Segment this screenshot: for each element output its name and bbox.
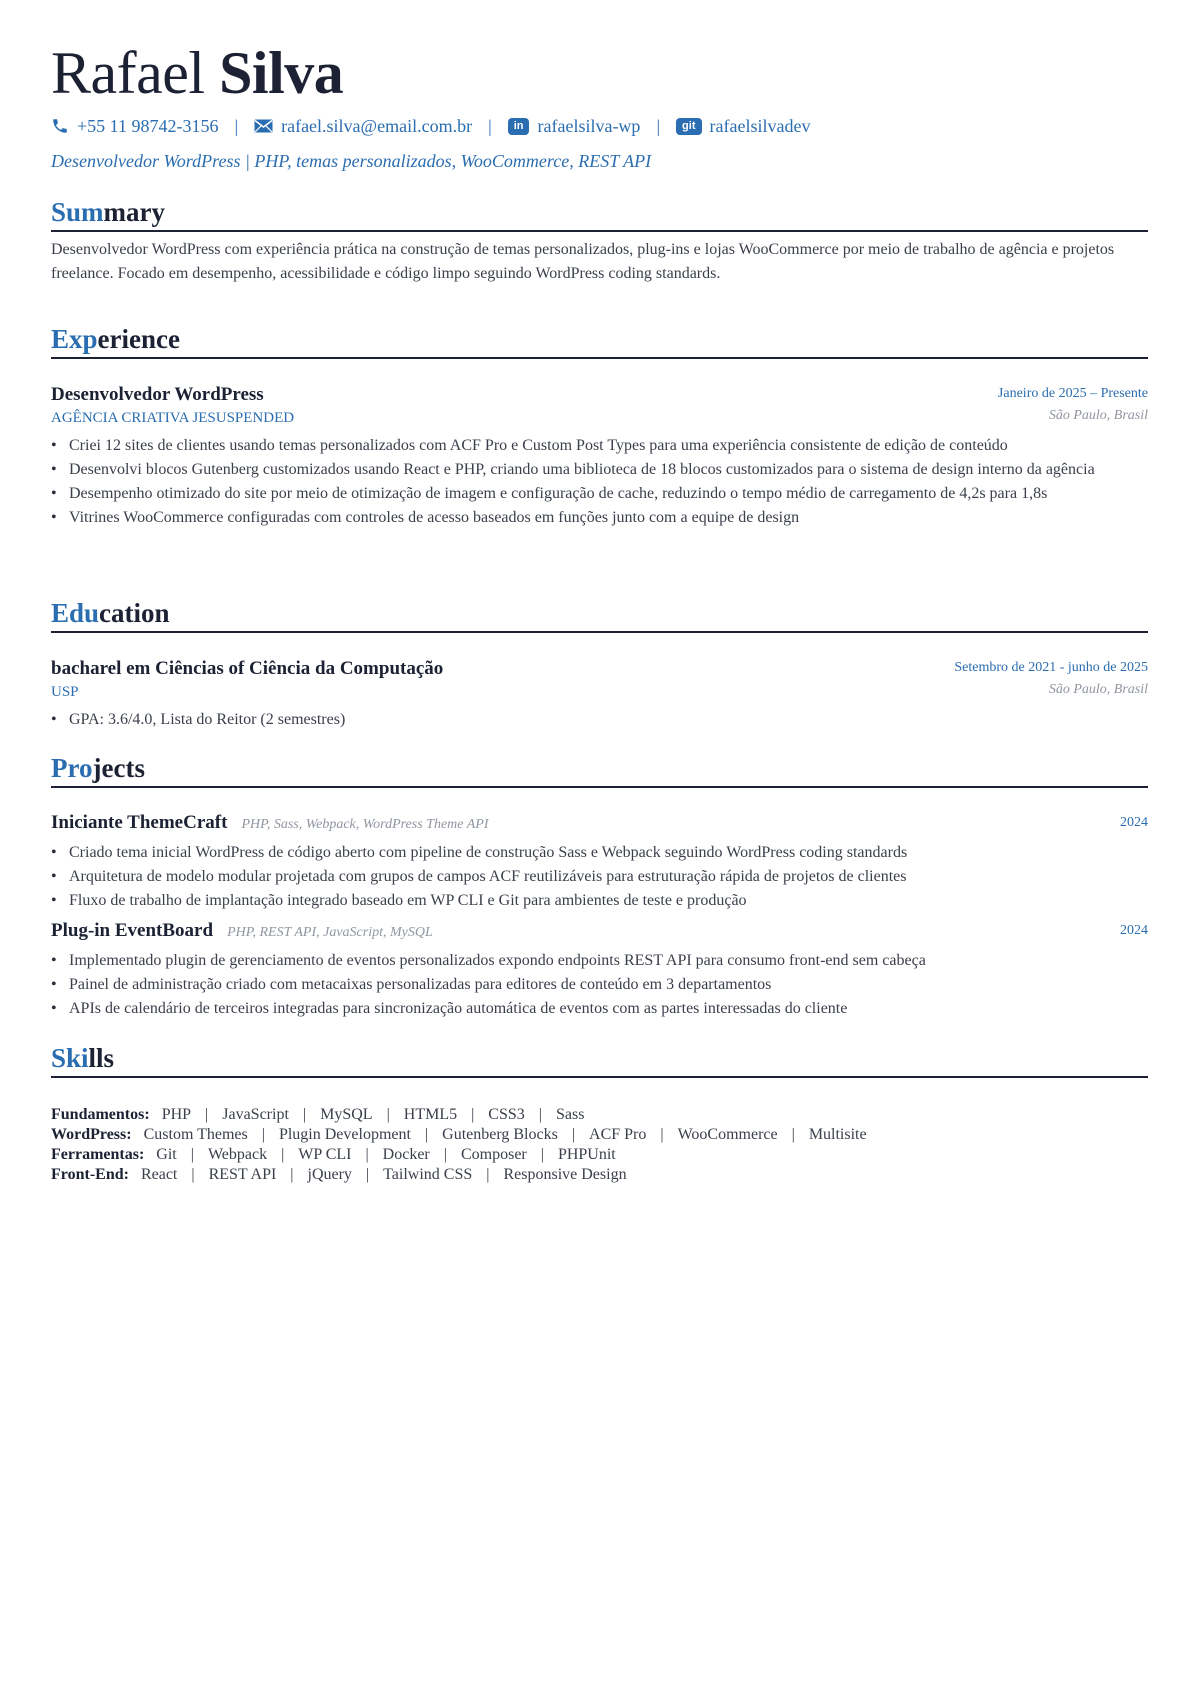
git-icon: git xyxy=(676,118,701,135)
list-item: • Fluxo de trabalho de implantação integrado baseado em WP CLI e Git para ambientes de teste e produção xyxy=(51,889,1148,913)
job-bullets xyxy=(51,434,1148,530)
skill-category-label: WordPress: xyxy=(51,1126,132,1143)
skill-row xyxy=(51,1165,1148,1185)
skill-item: Composer xyxy=(460,1146,527,1163)
list-item: • Criei 12 sites de clientes usando temas personalizados com ACF Pro e Custom Post Types para uma experiência consistente de edição de conteúdo xyxy=(51,434,1148,458)
separator: | xyxy=(190,1146,194,1163)
linkedin-icon: in xyxy=(508,118,530,135)
phone-icon xyxy=(51,117,69,135)
skill-item: Sass xyxy=(555,1106,585,1123)
skill-item: REST API xyxy=(208,1166,277,1183)
project-tech: PHP, REST API, JavaScript, MySQL xyxy=(227,925,433,940)
tagline: Desenvolvedor WordPress | PHP, temas personalizados, WooCommerce, REST API xyxy=(51,151,652,171)
education-date: Setembro de 2021 - junho de 2025 xyxy=(954,660,1148,675)
section-title-summary: Summary xyxy=(51,196,1148,232)
first-name: Rafael xyxy=(51,40,205,106)
email-link[interactable]: rafael.silva@email.com.br xyxy=(281,115,473,136)
project-name: Iniciante ThemeCraft xyxy=(51,812,228,833)
education-bullets xyxy=(51,708,1148,732)
list-item: • Vitrines WooCommerce configuradas com controles de acesso baseados em funções junto com a equipe de design xyxy=(51,506,1148,530)
skill-item: WP CLI xyxy=(298,1146,352,1163)
skill-item: Tailwind CSS xyxy=(383,1166,473,1183)
linkedin-link[interactable]: rafaelsilva-wp xyxy=(537,115,641,136)
skill-category-label: Fundamentos: xyxy=(51,1106,150,1123)
skill-item: PHPUnit xyxy=(557,1146,616,1163)
skill-item: JavaScript xyxy=(222,1106,289,1123)
job-title: Desenvolvedor WordPress xyxy=(51,384,264,405)
github-link[interactable]: rafaelsilvadev xyxy=(709,115,811,136)
separator: | xyxy=(261,1126,265,1143)
separator: | xyxy=(540,1146,544,1163)
separator: | xyxy=(290,1166,294,1183)
skill-item: MySQL xyxy=(320,1106,373,1123)
project-year: 2024 xyxy=(1120,815,1148,830)
skill-item: Git xyxy=(156,1146,177,1163)
separator: | xyxy=(302,1106,307,1123)
job-org: AGÊNCIA CRIATIVA JESUSPENDED xyxy=(51,410,295,426)
skill-category-label: Front-End: xyxy=(51,1166,129,1183)
skill-item: PHP xyxy=(161,1106,192,1123)
skill-item: React xyxy=(140,1166,178,1183)
skill-item: ACF Pro xyxy=(589,1126,647,1143)
list-item: • APIs de calendário de terceiros integradas para sincronização automática de eventos com as partes interessadas do cliente xyxy=(51,997,1148,1021)
list-item: • Desempenho otimizado do site por meio de otimização de imagem e configuração de cache, reduzindo o tempo médio de carregamento de 4,2s para 1,8s xyxy=(51,482,1148,506)
skill-item: CSS3 xyxy=(488,1106,525,1123)
skill-item: Custom Themes xyxy=(143,1126,248,1143)
project-title xyxy=(51,812,489,834)
section-title-skills: Skills xyxy=(51,1042,1148,1078)
email-icon xyxy=(254,119,273,133)
skill-item: Responsive Design xyxy=(503,1166,627,1183)
degree-title: bacharel em Ciências of Ciência da Computação xyxy=(51,658,444,679)
separator: | xyxy=(471,1106,475,1123)
job-location: São Paulo, Brasil xyxy=(1048,408,1148,423)
skill-item: HTML5 xyxy=(403,1106,458,1123)
school-name: USP xyxy=(51,684,79,700)
project-bullets xyxy=(51,841,1148,913)
separator: | xyxy=(191,1166,195,1183)
separator: | xyxy=(656,115,661,136)
separator: | xyxy=(488,115,492,136)
education-location: São Paulo, Brasil xyxy=(1048,682,1148,697)
skill-item: Docker xyxy=(382,1146,430,1163)
section-title-education: Education xyxy=(51,597,1148,633)
separator: | xyxy=(424,1126,429,1143)
skill-item: Gutenberg Blocks xyxy=(442,1126,558,1143)
section-title-projects: Projects xyxy=(51,752,1148,788)
separator: | xyxy=(486,1166,490,1183)
skill-item: Webpack xyxy=(207,1146,268,1163)
project-tech: PHP, Sass, Webpack, WordPress Theme API xyxy=(241,817,489,832)
skill-row xyxy=(51,1145,1148,1165)
list-item: • Arquitetura de modelo modular projetada com grupos de campos ACF reutilizáveis para estruturação rápida de projetos de clientes xyxy=(51,865,1148,889)
skill-item: Plugin Development xyxy=(278,1126,411,1143)
list-item: • Painel de administração criado com metacaixas personalizadas para editores de conteúdo em 3 departamentos xyxy=(51,973,1148,997)
list-item: • Implementado plugin de gerenciamento de eventos personalizados expondo endpoints REST API para consumo front-end sem cabeça xyxy=(51,949,1148,973)
list-item: • GPA: 3.6/4.0, Lista do Reitor (2 semestres) xyxy=(51,708,1148,732)
project-name: Plug-in EventBoard xyxy=(51,920,214,941)
project-bullets xyxy=(51,949,1148,1021)
separator: | xyxy=(365,1166,370,1183)
project-title xyxy=(51,920,433,942)
separator: | xyxy=(386,1106,390,1123)
list-item: • Criado tema inicial WordPress de código aberto com pipeline de construção Sass e Webpack seguindo WordPress coding standards xyxy=(51,841,1148,865)
separator: | xyxy=(443,1146,447,1163)
skills-list xyxy=(51,1105,1148,1185)
skill-item: Multisite xyxy=(808,1126,867,1143)
summary-text: Desenvolvedor WordPress com experiência prática na construção de temas personalizados, plug-ins e lojas WooCommerce por meio de trabalho de agência e projetos freelance. Focado em desempenho, acessibilidade e código limpo seguindo WordPress coding standards. xyxy=(51,241,1115,282)
separator: | xyxy=(205,1106,209,1123)
skill-row xyxy=(51,1125,1148,1145)
separator: | xyxy=(571,1126,576,1143)
separator: | xyxy=(365,1146,369,1163)
separator: | xyxy=(234,115,239,136)
phone-link[interactable]: +55 11 98742-3156 xyxy=(77,115,219,136)
skill-category-label: Ferramentas: xyxy=(51,1146,145,1163)
separator: | xyxy=(538,1106,542,1123)
skill-item: WooCommerce xyxy=(677,1126,778,1143)
separator: | xyxy=(660,1126,664,1143)
project-year: 2024 xyxy=(1120,923,1148,938)
last-name: Silva xyxy=(219,40,344,106)
separator: | xyxy=(791,1126,795,1143)
separator: | xyxy=(281,1146,285,1163)
skill-row xyxy=(51,1105,1148,1125)
job-date: Janeiro de 2025 – Presente xyxy=(997,386,1148,401)
skill-item: jQuery xyxy=(307,1166,352,1183)
contact-line xyxy=(51,112,810,140)
section-title-experience: Experience xyxy=(51,323,1148,359)
list-item: • Desenvolvi blocos Gutenberg customizados usando React e PHP, criando uma biblioteca de 18 blocos customizados para o sistema de design interno da agência xyxy=(51,458,1148,482)
candidate-name xyxy=(51,38,343,108)
